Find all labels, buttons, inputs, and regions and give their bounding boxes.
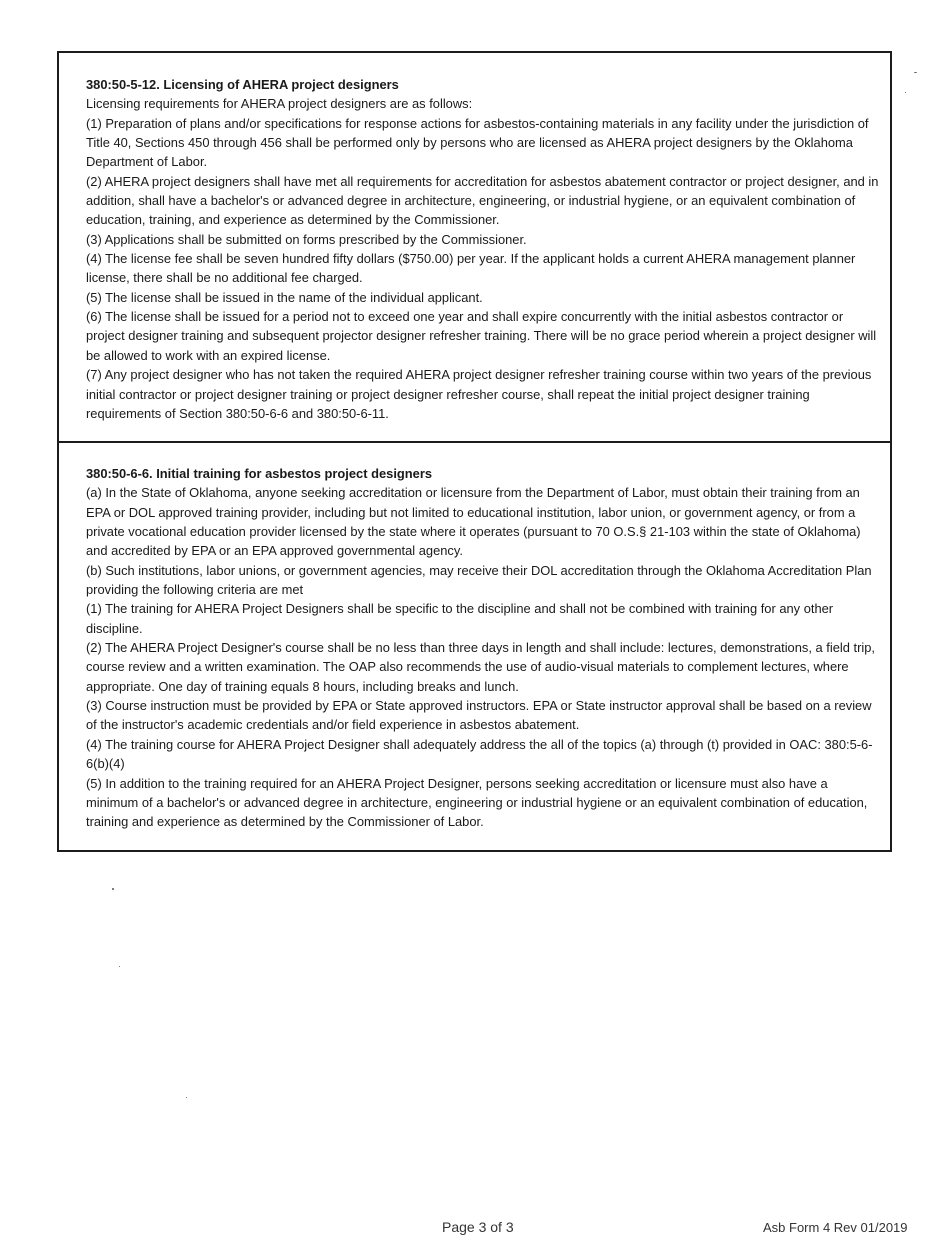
scan-speck <box>905 92 906 93</box>
form-revision: Asb Form 4 Rev 01/2019 <box>763 1220 908 1235</box>
licensing-section-heading: 380:50-5-12. Licensing of AHERA project designers <box>86 77 399 92</box>
licensing-item-6: (6) The license shall be issued for a period not to exceed one year and shall expire concurrently with the initial asbestos contractor or project designer training and subsequent projector designer refresher training. There will be no grace period wherein a project designer will be allowed to work with an expired license. <box>86 309 877 363</box>
licensing-item-5: (5) The license shall be issued in the name of the individual applicant. <box>86 289 483 305</box>
training-item-1: (1) The training for AHERA Project Designers shall be specific to the discipline and shall not be combined with training for any other discipline. <box>86 601 834 636</box>
licensing-item-3: (3) Applications shall be submitted on forms prescribed by the Commissioner. <box>86 231 527 247</box>
training-item-2: (2) The AHERA Project Designer's course shall be no less than three days in length and shall include: lectures, demonstrations, a field trip, course review and a written examination. The OAP also recommends the use of audio-visual materials to complement lectures, where appropriate. One day of training equals 8 hours, including breaks and lunch. <box>86 640 875 694</box>
training-section-box <box>57 441 892 852</box>
training-item-4: (4) The training course for AHERA Project Designer shall adequately address the all of the topics (a) through (t) provided in OAC: 380:5-6-6(b)(4) <box>86 736 873 772</box>
licensing-item-7: (7) Any project designer who has not taken the required AHERA project designer refresher training course within two years of the previous initial contractor or project designer training or project designer refresher course, shall repeat the initial project designer training requirements of Section 380:50-6-6 and 380:50-6-11. <box>86 367 872 421</box>
licensing-item-1: (1) Preparation of plans and/or specifications for response actions for asbestos-containing materials in any facility under the jurisdiction of Title 40, Sections 450 through 456 shall be performed only by persons who are licensed as AHERA project designers by the Oklahoma Department of Labor. <box>86 115 869 170</box>
licensing-section-box <box>57 51 892 443</box>
page-number: Page 3 of 3 <box>442 1219 514 1235</box>
licensing-item-2: (2) AHERA project designers shall have met all requirements for accreditation for asbestos abatement contractor or project designer, and in addition, shall have a bachelor's or advanced degree in architecture, engineering, or industrial hygiene, or an equivalent combination of education, training, and experience as determined by the Commissioner. <box>86 173 879 228</box>
training-item-5: (5) In addition to the training required for an AHERA Project Designer, persons seeking accreditation or licensure must also have a minimum of a bachelor's or advanced degree in architecture, engineering or industrial hygiene or an equivalent combination of education, training and experience as determined by the Commissioner of Labor. <box>86 775 868 830</box>
training-item-a: (a) In the State of Oklahoma, anyone seeking accreditation or licensure from the Department of Labor, must obtain their training from an EPA or DOL approved training provider, including but not limited to educational institution, labor union, or government agency, or from a private vocational education provider licensed by the state where it operates (pursuant to 70 O.S.§ 21-103 within the state of Oklahoma) and accredited by EPA or an EPA approved governmental agency. <box>86 485 861 559</box>
licensing-item-4: (4) The license fee shall be seven hundred fifty dollars ($750.00) per year. If the applicant holds a current AHERA management planner license, there shall be no additional fee charged. <box>86 251 856 286</box>
scan-speck <box>914 72 917 73</box>
scan-speck <box>119 966 120 967</box>
training-item-3: (3) Course instruction must be provided by EPA or State approved instructors. EPA or State instructor approval shall be based on a review of the instructor's academic credentials and/or field experience in asbestos abatement. <box>86 698 872 733</box>
training-item-b: (b) Such institutions, labor unions, or government agencies, may receive their DOL accreditation through the Oklahoma Accreditation Plan providing the following criteria are met <box>86 562 872 598</box>
licensing-intro: Licensing requirements for AHERA project designers are as follows: <box>86 96 473 112</box>
scan-speck <box>186 1097 187 1098</box>
training-section-heading: 380:50-6-6. Initial training for asbestos project designers <box>86 466 433 481</box>
scan-speck <box>112 888 114 890</box>
